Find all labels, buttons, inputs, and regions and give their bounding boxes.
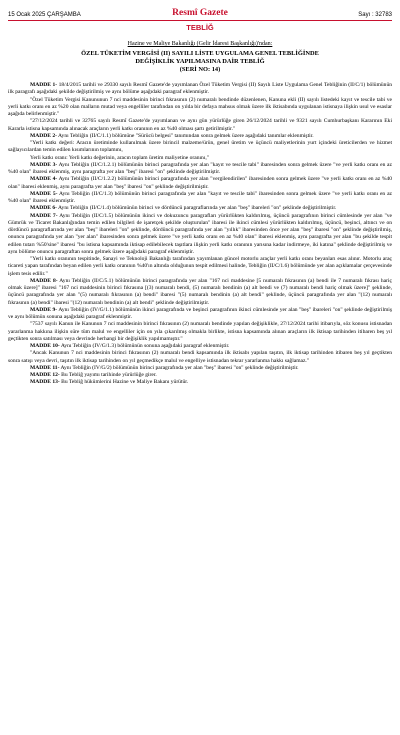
article-number: MADDE 12- bbox=[30, 372, 60, 378]
paragraph-text: Aynı Tebliğin (II/C/1.4) bölümünün birinci ve dördüncü paragraflarında yer alan "beş" ibareleri "on" şeklinde değiştirilmiştir. bbox=[56, 205, 337, 212]
paragraph-text: Aynı Tebliğin (II/C/1.5) bölümünün ikinci ve dokuzuncu paragrafları yürürlükten kaldırılmış, üçüncü paragrafının birinci cümlesinde yer alan "ve Gümrük ve Ticaret Bakanlığından temin edilen bilgileri de işaretçek şekilde oluşturulan" ibaresi ile ikinci cümlesi yürürlükten kaldırılmış, üçüncü, beşinci, altıncı ve on dördüncü paragraflarında yer alan "beş" ibareleri "on" şeklinde, dördüncü paragrafında yer alan "yıllık" ibaresinden önce yer alan "beş" ibaresi "on" şeklinde değiştirilmiş, onuncu paragrafında yer alan "yer alan" ibaresinden sonra gelmek üzere "ve yerli katkı oranı en az %40 olan" ibaresi eklenmiş, aynı paragrafta yer alan "bu şekilde tespit edilen tutarı %50'sine" ibaresi "bu istisna kapsamında iktisap edilebilecek taşıtlara ilişkin yerli katkı oranının yarısına kadar indirmeye, iki katına" şeklinde değiştirilmiş ve aynı bölüme onuncu paragraftan sonra gelmek üzere aşağıdaki paragraf eklenmiştir. bbox=[8, 212, 392, 255]
paragraph-text: "27/12/2024 tarihli ve 32765 sayılı Resmî Gazete'de yayımlanan ve aynı gün yürürlüğe giren 26/12/2024 tarihli ve 9321 sayılı Cumhurbaşkanı Kararının Eki Kararla istisna kapsamında alınacak araçların yerli katkı oranının en az %40 olması şartı getirilmiştir." bbox=[8, 118, 392, 132]
paragraph-text: Bu Tebliğ yayımı tarihinde yürürlüğe girer. bbox=[59, 372, 157, 378]
article-number: MADDE 13- bbox=[30, 379, 60, 386]
gazette-name: Resmî Gazete bbox=[172, 8, 228, 18]
paragraph-text: Aynı Tebliğin (II/C/1.3) bölümünün birinci paragrafında yer alan "kayıt ve tescile tabi" ibaresinden sonra gelmek üzere "ve yerli katkı oranı en az %40 olan" ibaresi eklenmiştir. bbox=[8, 190, 392, 204]
article-number: MADDE 8- bbox=[30, 277, 58, 284]
article-paragraph bbox=[8, 205, 392, 212]
paragraph-text: "Yerli katkı oranının tespitinde, Sanayi ve Teknoloji Bakanlığı tarafından yayımlanan güncel motorlu araçlar yerli katkı oranı beyanları esas alınır. Motorlu araç ticareti yapan tarafından beyan edilen yerli katkı oranının %40'ın altında olduğunun tespit edilmesi halinde, Tebliğin (II/C/1.6) bölümünde yer alan açıklamalar çerçevesinde işlem tesis edilir." bbox=[8, 256, 392, 277]
paragraph-text: 18/4/2015 tarihli ve 29330 sayılı Resmî Gazete'de yayımlanan Özel Tüketim Vergisi (II) Sayılı Liste Uygulama Genel Tebliğinin (II/C/1) bölümünün ilk paragrafı aşağıdaki şekilde değiştirilmiş ve aynı bölüme aşağıdaki paragraf eklenmiştir. bbox=[8, 82, 392, 96]
issuing-authority: Hazine ve Maliye Bakanlığı (Gelir İdaresi Başkanlığı)'ndan: bbox=[127, 41, 273, 47]
article-number: MADDE 1- bbox=[30, 82, 58, 88]
article-number: MADDE 11- bbox=[30, 364, 60, 371]
article-paragraph bbox=[8, 82, 392, 97]
paragraph-text: Bu Tebliğ hükümlerini Hazine ve Maliye Bakanı yürütür. bbox=[59, 379, 189, 386]
paragraph-text: "Özel Tüketim Vergisi Kanununun 7 nci maddesinin birinci fıkrasının (2) numaralı bendinde düzenlenen, Kanuna ekli (II) sayılı listedeki kayıt ve tescile tabi ve yerli katkı oranı en az %20 olan malların mutad veya engelliler tarafından on yılda bir defaya mahsus olmak üzere ilk iktisabında uygulanan istisnaya ilişkin usul ve esaslar aşağıda belirlenmiştir." bbox=[8, 96, 392, 117]
title-line-2: DEĞİŞİKLİK YAPILMASINA DAİR TEBLİĞ bbox=[135, 58, 265, 65]
body-paragraph bbox=[8, 97, 392, 119]
issue-date: 15 Ocak 2025 ÇARŞAMBA bbox=[8, 12, 81, 18]
article-paragraph bbox=[8, 365, 392, 372]
article-number: MADDE 5- bbox=[30, 190, 58, 197]
paragraph-text: Aynı Tebliğin (II/C/1.1) bölümüne "Sürücü belgesi" tanımından sonra gelmek üzere aşağıdaki tanımlar eklenmiştir. bbox=[56, 132, 314, 139]
body-paragraph bbox=[8, 256, 392, 278]
article-paragraph bbox=[8, 213, 392, 257]
paragraph-text: Aynı Tebliğin (II/C/1.2.1) bölümünün birinci paragrafında yer alan "kayıt ve tescile tabi" ibaresinden sonra gelmek üzere "ve yerli katkı oranı en az %40 olan" ibaresi eklenmiş, aynı paragrafta yer alan "beş" ibaresi "on" şeklinde değiştirilmiştir. bbox=[8, 161, 392, 175]
article-number: MADDE 2- bbox=[30, 132, 57, 139]
article-number: MADDE 7- bbox=[30, 212, 58, 219]
article-paragraph bbox=[8, 176, 392, 191]
article-paragraph bbox=[8, 162, 392, 177]
article-number: MADDE 6- bbox=[30, 205, 57, 212]
paragraph-text: Aynı Tebliğin (IV/G/2) bölümünün birinci paragrafında yer alan "beş" ibaresi "on" şeklinde değiştirilmiştir. bbox=[59, 364, 299, 371]
article-paragraph bbox=[8, 278, 392, 307]
article-paragraph bbox=[8, 191, 392, 206]
paragraph-text: Aynı Tebliğin (IV/G/1.3) bölümünün sonuna aşağıdaki paragraf eklenmiştir. bbox=[59, 343, 230, 349]
article-number: MADDE 3- bbox=[30, 161, 58, 168]
document-body bbox=[8, 82, 392, 387]
body-paragraph bbox=[8, 140, 392, 155]
paragraph-text: Aynı Tebliğin (IV/G/1.1) bölümünün ikinci paragrafında ve beşinci paragrafının ikinci cümlesinde yer alan "beş" ibareleri "on" şeklinde değiştirilmiş ve aynı bölümün sonuna aşağıdaki paragraf eklenmiştir. bbox=[8, 306, 392, 320]
section-label: TEBLİĞ bbox=[186, 23, 214, 32]
body-paragraph bbox=[8, 155, 392, 162]
document-title bbox=[8, 50, 392, 74]
issue-number: Sayı : 32783 bbox=[358, 12, 392, 18]
paragraph-text: "Yerli katkı değeri: Aracın üretiminde kullanılmak üzere birincil malzeme/ürün, genel üretim ve üçüncü maliyetlerinin yurt içindeki üreticilerden ve hizmet sağlayıcılardan temin edilen kısımlarının toplamını, bbox=[8, 140, 392, 154]
page-header bbox=[8, 4, 392, 18]
article-number: MADDE 10- bbox=[30, 343, 60, 349]
paragraph-text: Aynı Tebliğin (II/C/1.2.2) bölümünün birinci paragrafında yer alan "vergilendirilen" ibaresinden sonra gelmek üzere "ve yerli katkı oranı en az %40 olan" ibaresi eklenmiş, aynı paragrafta yer alan "beş" ibaresi "on" şeklinde değiştirilmiştir. bbox=[8, 176, 392, 190]
article-number: MADDE 9- bbox=[30, 306, 58, 313]
article-number: MADDE 4- bbox=[30, 176, 58, 183]
article-paragraph bbox=[8, 307, 392, 322]
body-paragraph bbox=[8, 350, 392, 365]
body-paragraph bbox=[8, 321, 392, 343]
paragraph-text: Yerli katkı oranı: Yerli katkı değerinin, aracın toplam üretim maliyetine oranını," bbox=[30, 154, 210, 161]
article-paragraph bbox=[8, 133, 392, 140]
article-paragraph bbox=[8, 379, 392, 386]
paragraph-text: Aynı Tebliğin (II/C/5.1) bölümünün birinci paragrafında yer alan "167 nci maddesine [5 numaralı fıkrasının (a) bendi ile 7 numaralı fıkrası hariç olmak üzere]" ibaresi "167 nci maddesinin birinci fıkrasına [(3) numaralı bendi, (5) numaralı bendinin (a) alt bendi ve (7) numaralı bendi hariç olmak üzere]" şeklinde, üçüncü paragrafında yer alan "(5) numaralı fıkrasının (a) bendi" ibaresi "(5) numaralı bendinin (a) alt bendi" şeklinde, üçüncü paragrafında yer alan "(12) numaralı fıkrasının (a) bendi" ibaresi "(12) numaralı bendinin (a) alt bendi" şeklinde değiştirilmiştir. bbox=[8, 277, 392, 306]
title-line-1: ÖZEL TÜKETİM VERGİSİ (II) SAYILI LİSTE UYGULAMA GENEL TEBLİĞİNDE bbox=[81, 50, 319, 57]
title-line-3: (SERİ NO: 14) bbox=[179, 66, 221, 73]
paragraph-text: "Ancak Kanunun 7 nci maddesinin birinci fıkrasının (2) numaralı bendi kapsamında ilk iktisabı yapılan taşıtın, ilk iktisap tarihinden itibaren beş yıl geçtikten sonra satışı veya devri, taşıtın ilk iktisap tarihinden on yıl geçmedikçe malul ve engelliye istisnadan tekrar yararlanma hakkı sağlamaz." bbox=[8, 350, 392, 364]
paragraph-text: "7537 sayılı Kanun ile Kanunun 7 nci maddesinin birinci fıkrasının (2) numaralı bendinde yapılan değişiklikle, 27/12/2024 tarihi itibarıyla, söz konusu istisnadan yararlanma hakkına ilişkin süre tüm malul ve engelliler için on yıla çıkarılmış olmakla birlikte, istisna kapsamında alınan araçların ilk iktisap tarihinden itibaren beş yıl geçtikten sonra satılması veya devrinde herhangi bir değişiklik yapılmamıştır." bbox=[8, 321, 392, 342]
header-divider bbox=[8, 20, 392, 21]
body-paragraph bbox=[8, 118, 392, 133]
